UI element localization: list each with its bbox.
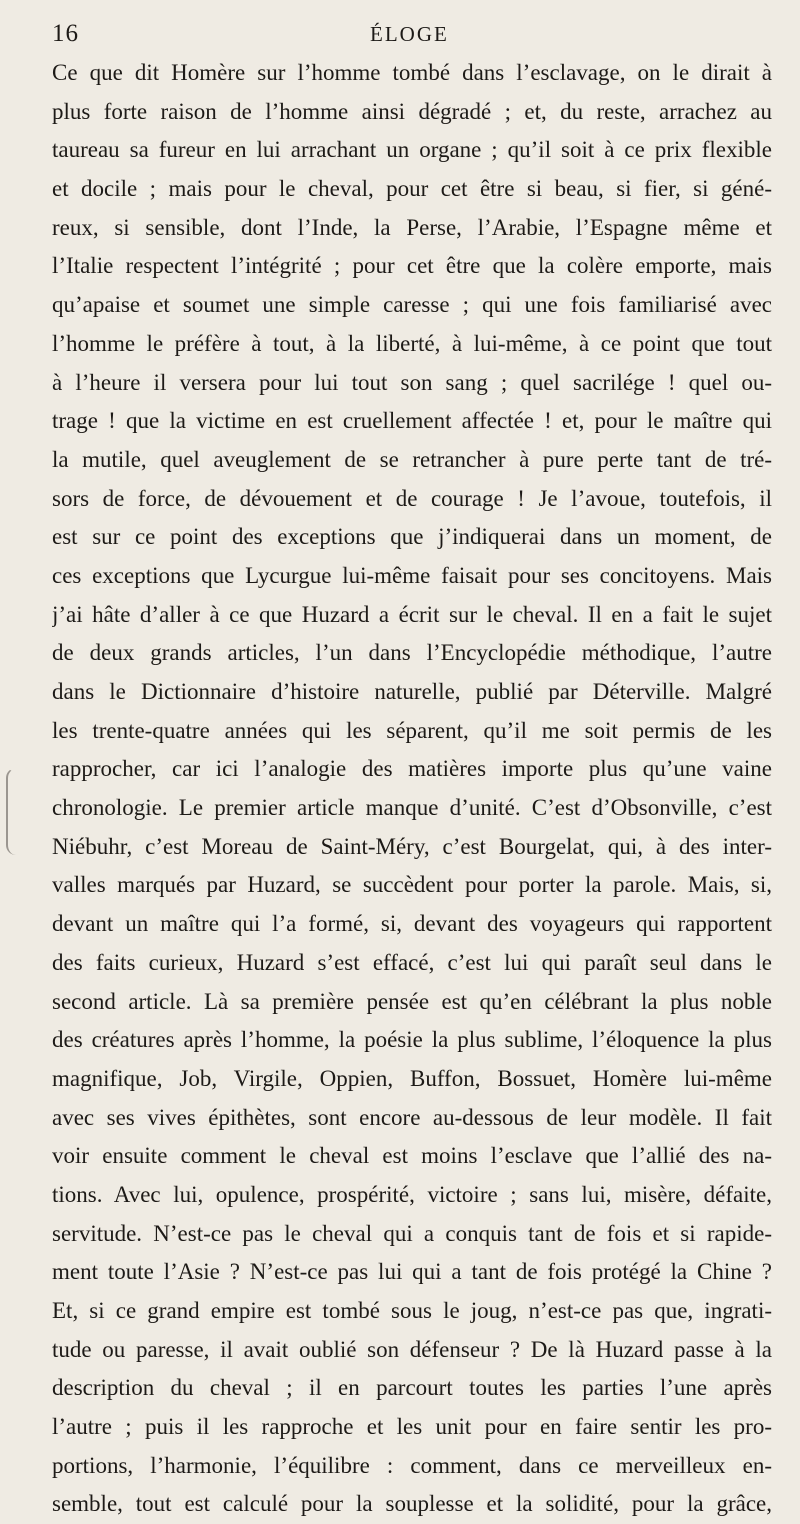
text-line: chronologie. Le premier article manque d’unité. C’est d’Obsonville, c’est xyxy=(52,795,772,821)
text-line: des faits curieux, Huzard s’est effacé, c’est lui qui paraît seul dans le xyxy=(52,949,772,975)
running-head xyxy=(52,20,752,50)
text-line: second article. Là sa première pensée est qu’en célébrant la plus noble xyxy=(52,988,772,1014)
text-line: tude ou paresse, il avait oublié son défenseur ? De là Huzard passe à la xyxy=(52,1336,772,1362)
text-line: à l’heure il versera pour lui tout son sang ; quel sacrilége ! quel ou- xyxy=(52,369,772,395)
text-line: ment toute l’Asie ? N’est-ce pas lui qui a tant de fois protégé la Chine ? xyxy=(52,1259,772,1285)
text-line: valles marqués par Huzard, se succèdent pour porter la parole. Mais, si, xyxy=(52,872,772,898)
text-line: servitude. N’est-ce pas le cheval qui a conquis tant de fois et si rapide- xyxy=(52,1220,772,1246)
text-line: magnifique, Job, Virgile, Oppien, Buffon, Bossuet, Homère lui-même xyxy=(52,1065,772,1091)
text-line: description du cheval ; il en parcourt toutes les parties l’une après xyxy=(52,1375,772,1401)
text-line: devant un maître qui l’a formé, si, devant des voyageurs qui rapportent xyxy=(52,911,772,937)
text-line: la mutile, quel aveuglement de se retrancher à pure perte tant de tré- xyxy=(52,446,772,472)
text-line: et docile ; mais pour le cheval, pour cet être si beau, si fier, si géné- xyxy=(52,176,772,202)
text-line: de deux grands articles, l’un dans l’Encyclopédie méthodique, l’autre xyxy=(52,640,772,666)
text-line: semble, tout est calculé pour la souplesse et la solidité, pour la grâce, xyxy=(52,1491,772,1517)
text-line: ces exceptions que Lycurgue lui-même faisait pour ses concitoyens. Mais xyxy=(52,562,772,588)
header-title: ÉLOGE xyxy=(370,22,449,46)
text-line: Et, si ce grand empire est tombé sous le joug, n’est-ce pas que, ingrati- xyxy=(52,1298,772,1323)
text-line: les trente-quatre années qui les séparent, qu’il me soit permis de les xyxy=(52,717,772,743)
text-line: voir ensuite comment le cheval est moins l’esclave que l’allié des na- xyxy=(52,1143,772,1169)
text-line: rapprocher, car ici l’analogie des matières importe plus qu’une vaine xyxy=(52,756,772,782)
text-line: reux, si sensible, dont l’Inde, la Perse, l’Arabie, l’Espagne même et xyxy=(52,214,772,240)
text-line: plus forte raison de l’homme ainsi dégradé ; et, du reste, arrachez au xyxy=(52,98,772,124)
text-line: Niébuhr, c’est Moreau de Saint-Méry, c’est Bourgelat, qui, à des inter- xyxy=(52,833,772,859)
text-line: taureau sa fureur en lui arrachant un organe ; qu’il soit à ce prix flexible xyxy=(52,137,772,163)
text-line: dans le Dictionnaire d’histoire naturelle, publié par Déterville. Malgré xyxy=(52,679,772,704)
text-line: avec ses vives épithètes, sont encore au-dessous de leur modèle. Il fait xyxy=(52,1104,772,1130)
text-line: des créatures après l’homme, la poésie la plus sublime, l’éloquence la plus xyxy=(52,1027,772,1053)
text-line: est sur ce point des exceptions que j’indiquerai dans un moment, de xyxy=(52,524,772,550)
text-line: qu’apaise et soumet une simple caresse ; qui une fois familiarisé avec xyxy=(52,292,772,318)
page-number: 16 xyxy=(52,20,79,47)
body-text xyxy=(52,54,772,1524)
text-line: l’homme le préfère à tout, à la liberté, à lui-même, à ce point que tout xyxy=(52,330,772,356)
text-line: j’ai hâte d’aller à ce que Huzard a écrit sur le cheval. Il en a fait le sujet xyxy=(52,601,772,627)
margin-bracket-mark xyxy=(6,768,22,855)
text-line: trage ! que la victime en est cruellement affectée ! et, pour le maître qui xyxy=(52,408,772,434)
text-line: l’autre ; puis il les rapproche et les unit pour en faire sentir les pro- xyxy=(52,1414,772,1440)
text-line: tions. Avec lui, opulence, prospérité, victoire ; sans lui, misère, défaite, xyxy=(52,1181,772,1207)
text-line: Ce que dit Homère sur l’homme tombé dans l’esclavage, on le dirait à xyxy=(52,60,772,85)
text-line: sors de force, de dévouement et de courage ! Je l’avoue, toutefois, il xyxy=(52,485,772,511)
text-line: l’Italie respectent l’intégrité ; pour cet être que la colère emporte, mais xyxy=(52,253,772,279)
text-line: portions, l’harmonie, l’équilibre : comment, dans ce merveilleux en- xyxy=(52,1452,772,1478)
